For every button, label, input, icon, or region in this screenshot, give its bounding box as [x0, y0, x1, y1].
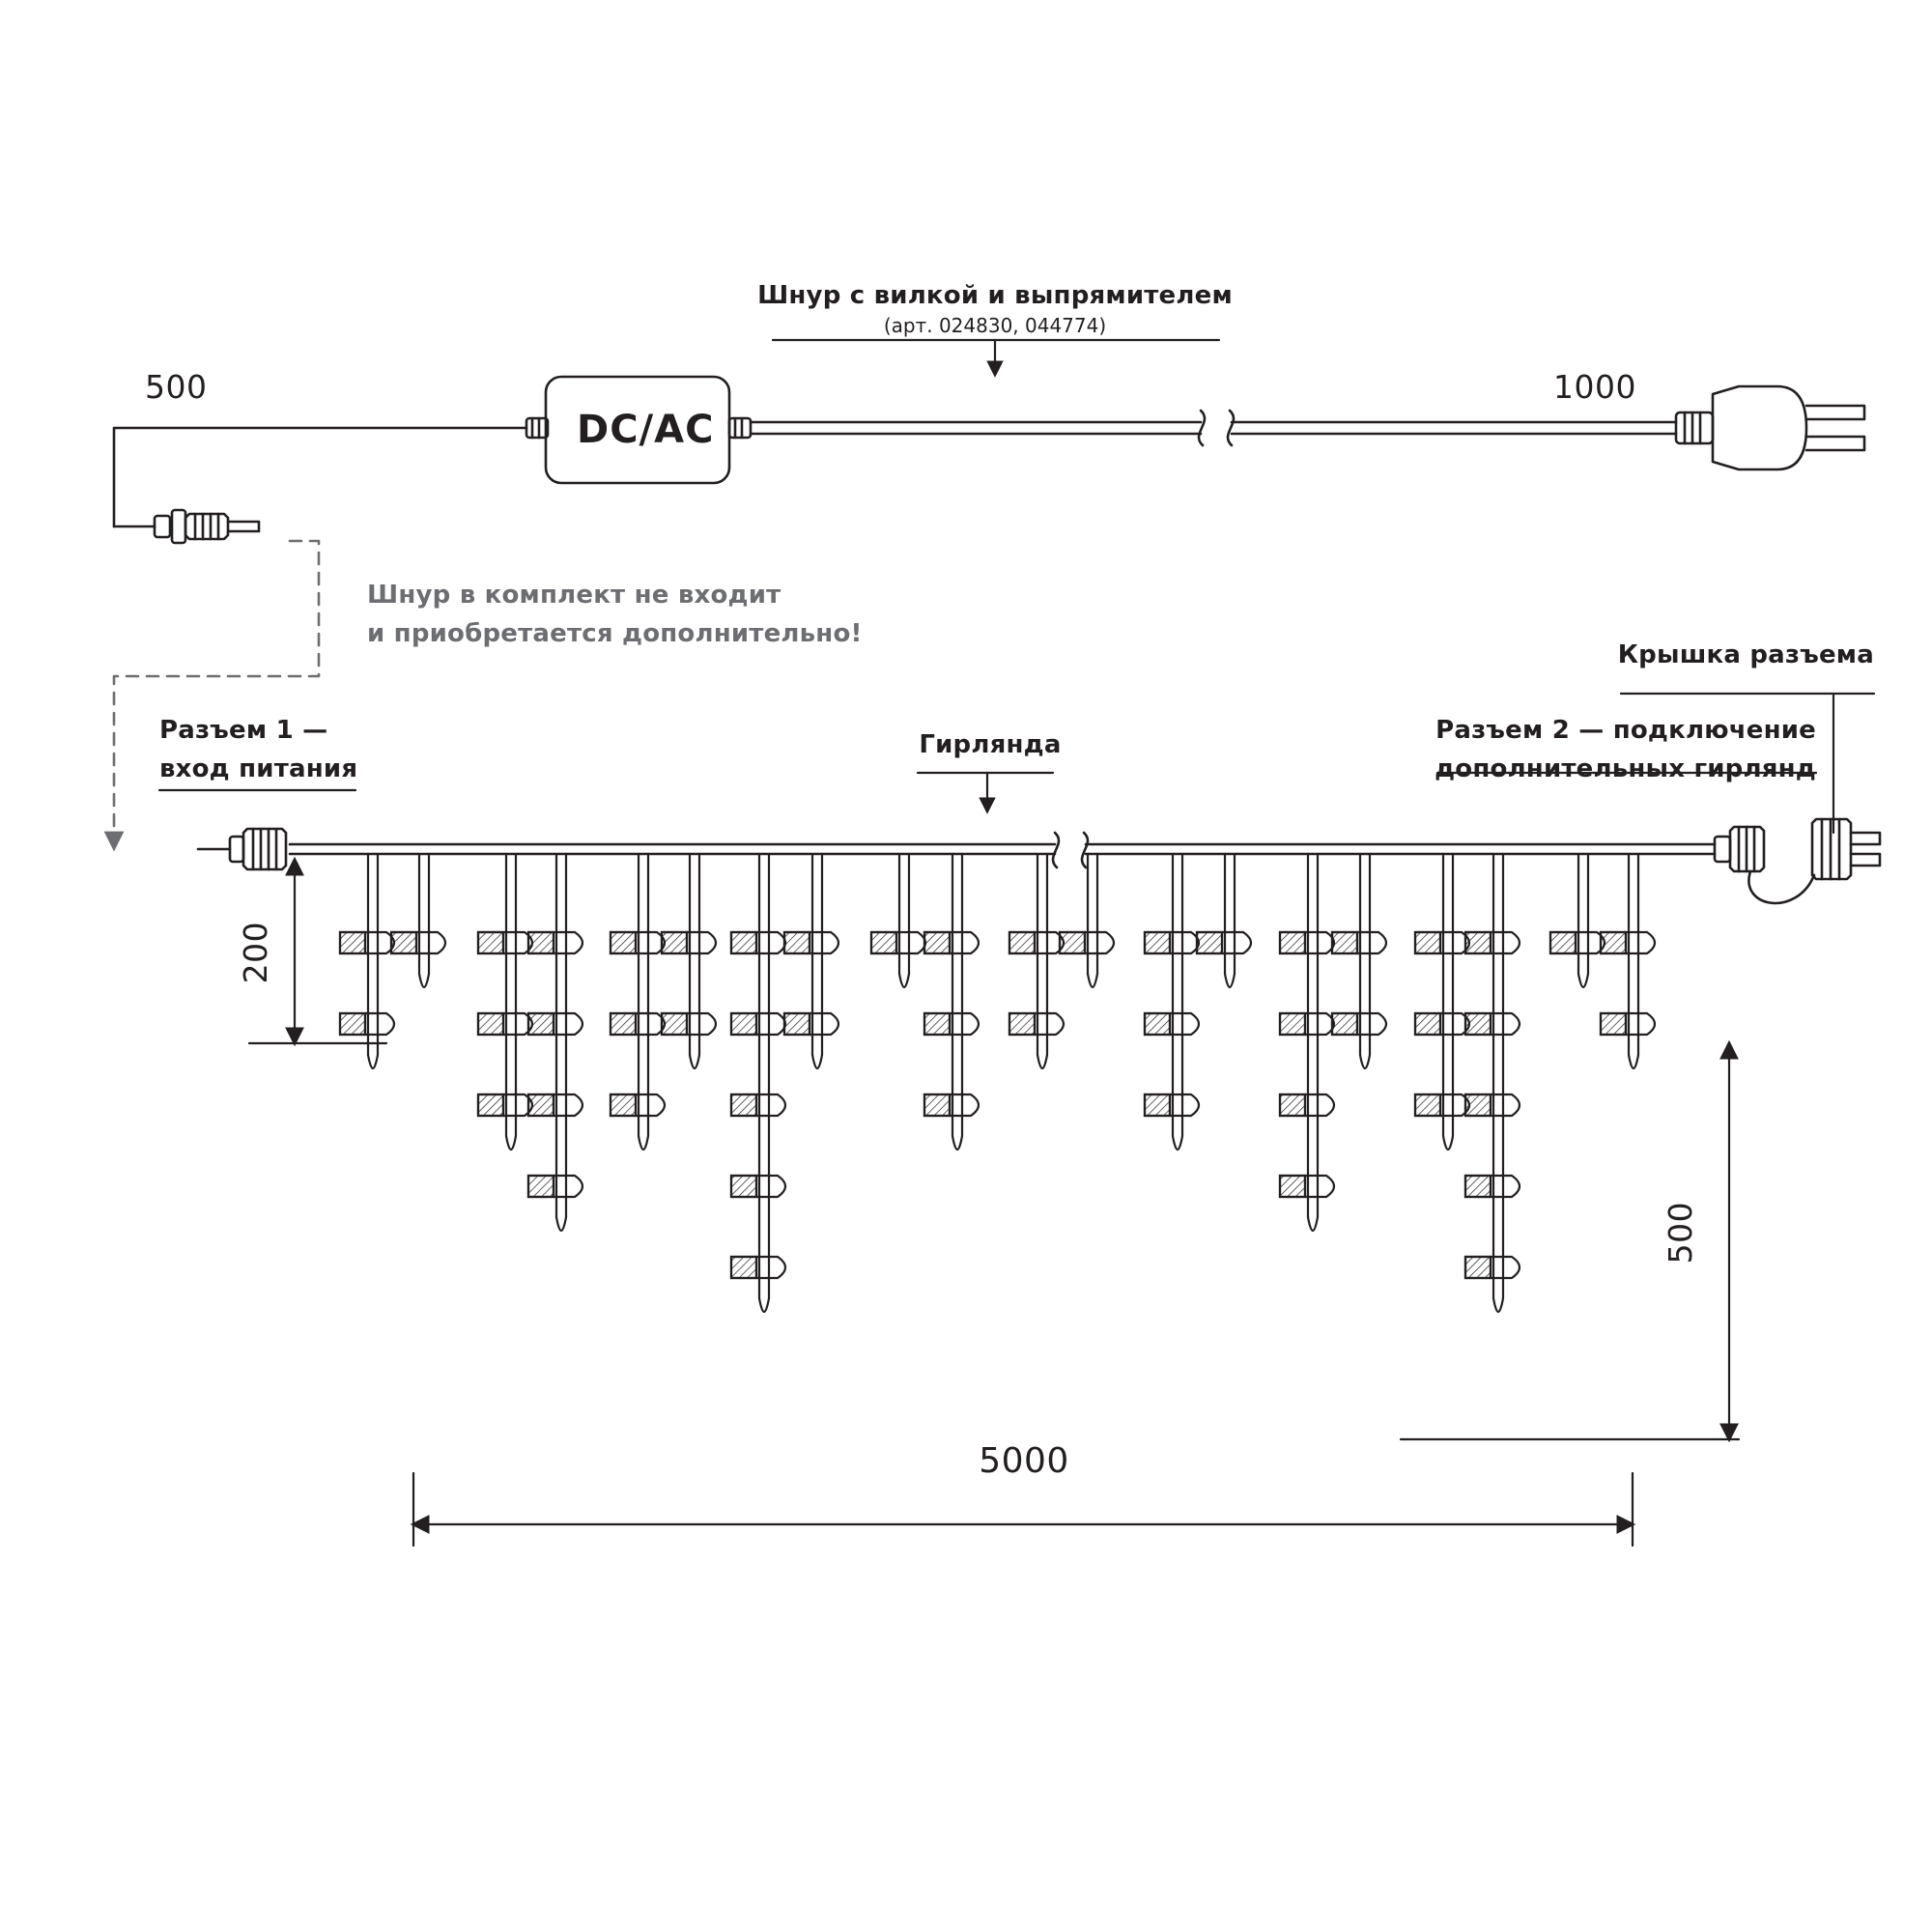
cord-title-label: Шнур с вилкой и выпрямителем [757, 281, 1233, 310]
cord-article-label: (арт. 024830, 044774) [883, 314, 1107, 337]
connector2-label-line2: дополнительных гирлянд [1435, 754, 1816, 783]
dim-drop-short: 200 [236, 921, 274, 984]
connector2-label-line1: Разъем 2 — подключение [1435, 716, 1816, 745]
garland-main-wire [198, 819, 1880, 903]
cord-not-included-line2: и приобретается дополнительно! [367, 619, 863, 648]
garland-label: Гирлянда [919, 730, 1062, 759]
led-drop-strands [340, 854, 1655, 1312]
cable-break-right [1228, 411, 1234, 445]
optional-cord-path [114, 541, 319, 848]
dim-plug-cord: 1000 [1553, 368, 1636, 406]
connector1-label-line1: Разъем 1 — [159, 716, 328, 745]
dim-total-length: 5000 [979, 1441, 1069, 1481]
adapter-label: DC/AC [577, 408, 715, 452]
dim-left-cord: 500 [145, 368, 208, 406]
garland-connector-1 [198, 829, 286, 869]
connector1-label-line2: вход питания [159, 754, 358, 783]
cable-break-left [1199, 411, 1205, 445]
garland-connector-2 [1715, 819, 1880, 903]
connector-cap-label: Крышка разъема [1617, 640, 1874, 669]
mains-plug [1676, 386, 1864, 469]
dim-drop-long: 500 [1661, 1201, 1699, 1264]
left-cord-connector [114, 510, 259, 543]
cord-left-segment [114, 428, 526, 526]
cord-not-included-line1: Шнур в комплект не входит [367, 581, 781, 610]
